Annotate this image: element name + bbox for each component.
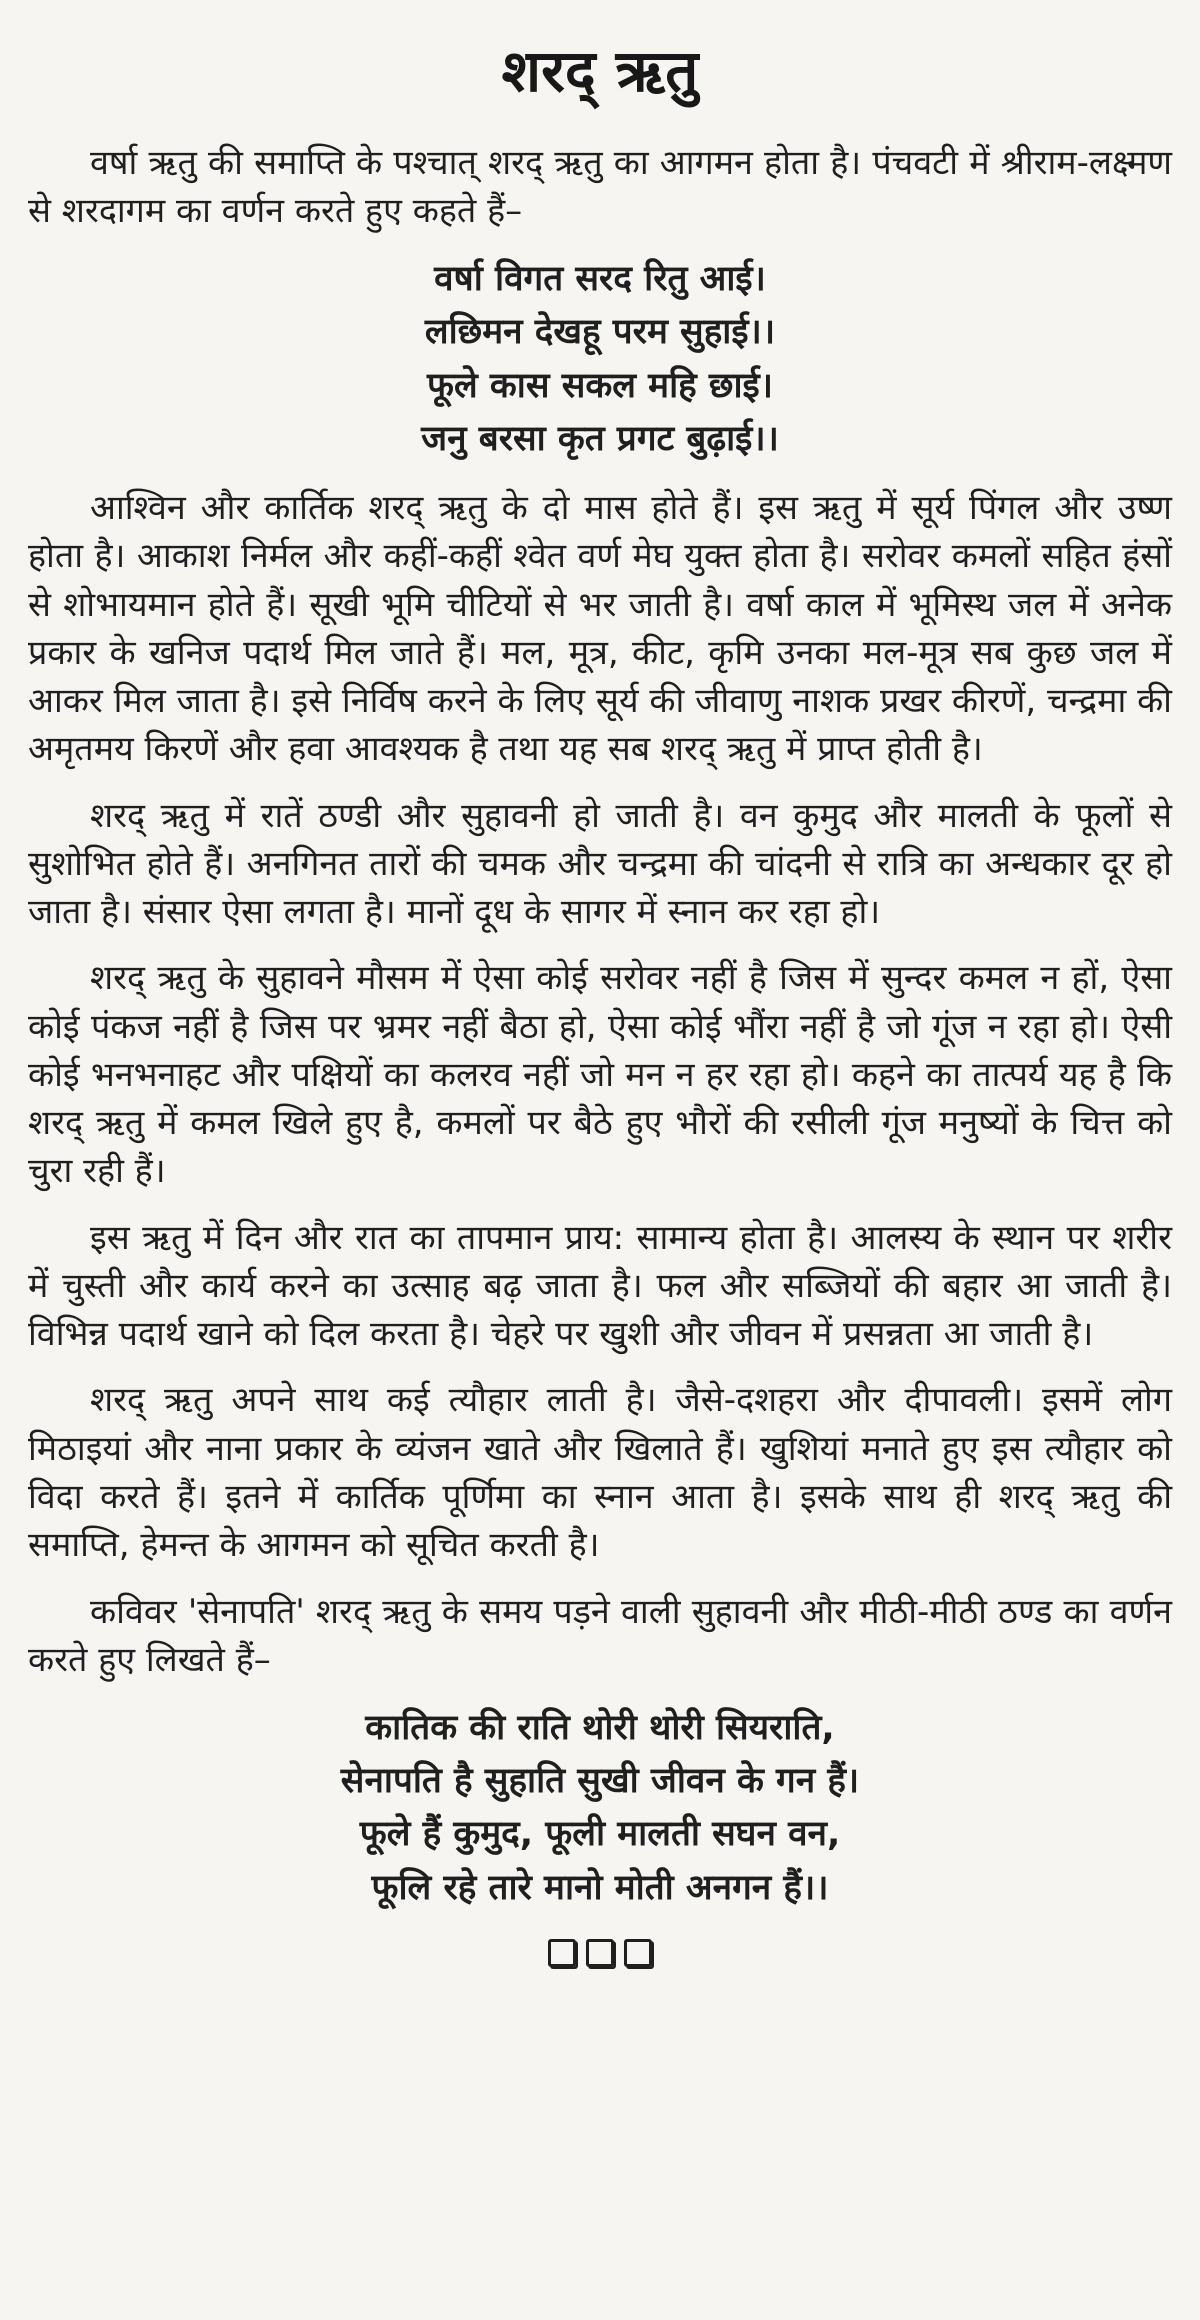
paragraph-1: वर्षा ऋतु की समाप्ति के पश्चात् शरद् ऋतु का आगमन होता है। पंचवटी में श्रीराम-लक्ष्मण से शरदागम का वर्णन करते हुए कहते हैं– — [28, 142, 1172, 231]
paragraph-7: कविवर 'सेनापति' शरद् ऋतु के समय पड़ने वाली सुहावनी और मीठी-मीठी ठण्ड का वर्णन करते हुए लिखते हैं– — [28, 1591, 1172, 1680]
page-title: शरद् ऋतु — [501, 37, 699, 105]
paragraph-6: शरद् ऋतु अपने साथ कई त्यौहार लाती है। जैसे-दशहरा और दीपावली। इसमें लोग मिठाइयां और नाना प्रकार के व्यंजन खाते और खिलाते हैं। खुशियां मनाते हुए इस त्यौहार को विदा करते हैं। इतने में कार्तिक पूर्णिमा का स्नान आता है। इसके साथ ही शरद् ऋतु की समाप्ति, हेमन्त के आगमन को सूचित करती है। — [28, 1380, 1172, 1566]
paragraph-5: इस ऋतु में दिन और रात का तापमान प्राय: सामान्य होता है। आलस्य के स्थान पर शरीर में चुस्ती और कार्य करने का उत्साह बढ़ जाता है। फल और सब्जियों की बहार आ जाती है। विभिन्न पदार्थ खाने को दिल करता है। चेहरे पर खुशी और जीवन में प्रसन्नता आ जाती है। — [28, 1217, 1172, 1355]
verse-line: फूले हैं कुमुद, फूली मालती सघन वन, — [359, 1814, 841, 1855]
verse-line: जनु बरसा कृत प्रगट बुढ़ाई।। — [421, 418, 779, 459]
verse-block-2 — [28, 1702, 1172, 1915]
verse-line: फूलि रहे तारे मानो मोती अनगन हैं।। — [371, 1867, 829, 1908]
paragraph-3: शरद् ऋतु में रातें ठण्डी और सुहावनी हो जाती है। वन कुमुद और मालती के फूलों से सुशोभित होते हैं। अनगिनत तारों की चमक और चन्द्रमा की चांदनी से रात्रि का अन्धकार दूर हो जाता है। संसार ऐसा लगता है। मानों दूध के सागर में स्नान कर रहा हो। — [28, 795, 1172, 933]
end-marks — [28, 1939, 1172, 1967]
verse-line: सेनापति है सुहाति सुखी जीवन के गन हैं। — [340, 1761, 860, 1802]
verse-line: फूले कास सकल महि छाई। — [427, 365, 773, 406]
box-icon — [548, 1939, 576, 1967]
verse-block-1 — [28, 253, 1172, 466]
box-icon — [586, 1939, 614, 1967]
verse-line: कातिक की राति थोरी थोरी सियराति, — [365, 1708, 835, 1749]
verse-line: वर्षा विगत सरद रितु आई। — [434, 259, 766, 300]
paragraph-2: आश्विन और कार्तिक शरद् ऋतु के दो मास होते हैं। इस ऋतु में सूर्य पिंगल और उष्ण होता है। आकाश निर्मल और कहीं-कहीं श्वेत वर्ण मेघ युक्त होता है। सरोवर कमलों सहित हंसों से शोभायमान होते हैं। सूखी भूमि चीटियों से भर जाती है। वर्षा काल में भूमिस्थ जल में अनेक प्रकार के खनिज पदार्थ मिल जाते हैं। मल, मूत्र, कीट, कृमि उनका मल-मूत्र सब कुछ जल में आकर मिल जाता है। इसे निर्विष करने के लिए सूर्य की जीवाणु नाशक प्रखर कीरणें, चन्द्रमा की अमृतमय किरणें और हवा आवश्यक है तथा यह सब शरद् ऋतु में प्राप्त होती है। — [28, 487, 1172, 770]
verse-line: लछिमन देखहू परम सुहाई।। — [424, 312, 776, 353]
box-icon — [624, 1939, 652, 1967]
paragraph-4: शरद् ऋतु के सुहावने मौसम में ऐसा कोई सरोवर नहीं है जिस में सुन्दर कमल न हों, ऐसा कोई पंकज नहीं है जिस पर भ्रमर नहीं बैठा हो, ऐसा कोई भौंरा नहीं है जो गूंज न रहा हो। ऐसी कोई भनभनाहट और पक्षियों का कलरव नहीं जो मन न हर रहा हो। कहने का तात्पर्य यह है कि शरद् ऋतु में कमल खिले हुए है, कमलों पर बैठे हुए भौरों की रसीली गूंज मनुष्यों के चित्त को चुरा रही हैं। — [28, 958, 1172, 1192]
